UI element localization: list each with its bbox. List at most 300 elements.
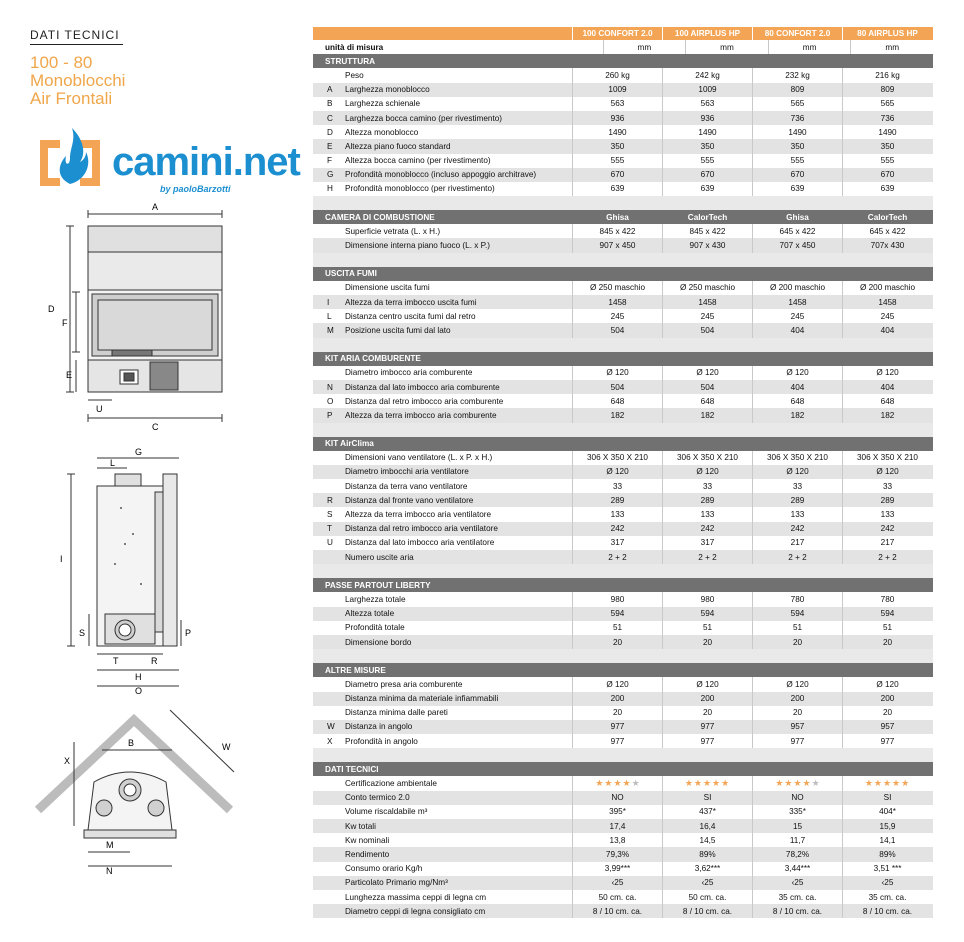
value-cell: 182 <box>662 408 752 422</box>
spacer-row <box>313 253 933 267</box>
value-cell: 648 <box>842 394 932 408</box>
dim-label: I <box>60 554 63 564</box>
row-label: Peso <box>345 70 364 80</box>
table-row <box>313 68 933 82</box>
value-cell: 594 <box>662 607 752 621</box>
table-row <box>313 819 933 833</box>
row-letter: W <box>327 722 335 732</box>
section-title: DATI TECNICI <box>30 28 120 42</box>
rating-stars <box>662 776 752 790</box>
value-cell: 335* <box>752 805 842 819</box>
value-cell: 35 cm. ca. <box>752 890 842 904</box>
value-cell: 8 / 10 cm. ca. <box>752 904 842 918</box>
value-cell: 977 <box>572 734 662 748</box>
value-cell: 1458 <box>572 295 662 309</box>
value-cell: ‹25 <box>662 876 752 890</box>
value-cell: 245 <box>572 309 662 323</box>
column-header: 100 AIRPLUS HP <box>662 27 752 40</box>
dim-label: D <box>48 304 55 314</box>
table-row <box>313 635 933 649</box>
value-cell: 20 <box>842 635 932 649</box>
dim-label: G <box>135 447 143 457</box>
value-cell: ‹25 <box>842 876 932 890</box>
logo-tagline: by paoloBarzotti <box>160 184 231 194</box>
value-cell: 20 <box>752 706 842 720</box>
value-cell: 1490 <box>752 125 842 139</box>
value-cell: 2 + 2 <box>752 550 842 564</box>
section-title: KIT AirClima <box>325 439 374 449</box>
value-cell: 3,99*** <box>572 862 662 876</box>
value-cell: 51 <box>752 621 842 635</box>
value-cell: 89% <box>662 847 752 861</box>
table-header-row <box>313 27 933 40</box>
value-cell: 217 <box>752 536 842 550</box>
table-row <box>313 451 933 465</box>
value-cell: 289 <box>752 493 842 507</box>
row-label: Distanza in angolo <box>345 722 413 732</box>
table-row <box>313 97 933 111</box>
row-label: Distanza centro uscita fumi dal retro <box>345 311 476 321</box>
value-cell: 504 <box>572 380 662 394</box>
value-cell: 1458 <box>842 295 932 309</box>
row-label: Altezza monoblocco <box>345 127 419 137</box>
value-cell: 8 / 10 cm. ca. <box>842 904 932 918</box>
value-cell: 50 cm. ca. <box>662 890 752 904</box>
table-row <box>313 805 933 819</box>
value-cell: 350 <box>662 139 752 153</box>
value-cell: 648 <box>662 394 752 408</box>
table-row <box>313 238 933 252</box>
row-letter: L <box>327 311 332 321</box>
table-row <box>313 493 933 507</box>
value-cell: 907 x 430 <box>662 238 752 252</box>
table-row <box>313 323 933 337</box>
value-cell: 504 <box>662 380 752 394</box>
value-cell: 35 cm. ca. <box>842 890 932 904</box>
star-icon: ★★★★ <box>775 778 812 789</box>
value-cell: 395* <box>572 805 662 819</box>
unit-cell: mm <box>603 40 686 54</box>
value-cell: 317 <box>572 536 662 550</box>
rating-stars <box>572 776 662 790</box>
star-empty-icon: ★ <box>811 778 820 789</box>
row-label: Distanza minima dalle pareti <box>345 708 448 718</box>
unit-cell: mm <box>685 40 768 54</box>
front-view-drawing <box>40 200 240 430</box>
unit-cell: mm <box>850 40 933 54</box>
value-cell: 977 <box>662 734 752 748</box>
value-cell: 1009 <box>662 83 752 97</box>
value-cell: 182 <box>842 408 932 422</box>
row-label: Profondità monoblocco (per rivestimento) <box>345 184 495 194</box>
value-cell: NO <box>572 791 662 805</box>
dim-label: R <box>151 656 158 666</box>
value-cell: 133 <box>572 507 662 521</box>
section-header-row <box>313 578 933 592</box>
table-row <box>313 776 933 790</box>
row-label: Kw nominali <box>345 835 390 845</box>
value-cell: 980 <box>662 592 752 606</box>
value-cell: 79,3% <box>572 847 662 861</box>
row-label: Dimensione uscita fumi <box>345 283 430 293</box>
value-cell: 78,2% <box>752 847 842 861</box>
row-letter: M <box>327 325 334 335</box>
value-cell: 8 / 10 cm. ca. <box>572 904 662 918</box>
section-header-row <box>313 663 933 677</box>
logo-wordmark: camini.net <box>112 140 300 184</box>
brand-logo <box>32 118 300 198</box>
row-letter: U <box>327 538 333 548</box>
value-cell: 33 <box>842 479 932 493</box>
value-cell: 200 <box>752 692 842 706</box>
value-cell: 17,4 <box>572 819 662 833</box>
value-cell: 3,62*** <box>662 862 752 876</box>
section-header-row <box>313 54 933 68</box>
value-cell: 555 <box>572 154 662 168</box>
value-cell: 907 x 450 <box>572 238 662 252</box>
table-row <box>313 536 933 550</box>
value-cell: 780 <box>842 592 932 606</box>
value-cell: 957 <box>842 720 932 734</box>
row-label: Larghezza totale <box>345 594 406 604</box>
value-cell: 20 <box>842 706 932 720</box>
value-cell: 809 <box>752 83 842 97</box>
dim-label: M <box>106 840 114 850</box>
dim-label: S <box>79 628 86 638</box>
value-cell: 15 <box>752 819 842 833</box>
section-title: DATI TECNICI <box>325 764 379 774</box>
value-cell: ‹25 <box>572 876 662 890</box>
row-label: Diametro imbocco aria comburente <box>345 368 473 378</box>
dim-label: C <box>152 422 159 430</box>
value-cell: 670 <box>752 168 842 182</box>
value-cell: 670 <box>842 168 932 182</box>
value-cell: 306 X 350 X 210 <box>752 451 842 465</box>
table-row <box>313 465 933 479</box>
value-cell: 648 <box>752 394 842 408</box>
rating-stars <box>752 776 842 790</box>
table-row <box>313 550 933 564</box>
value-cell: 3,44*** <box>752 862 842 876</box>
value-cell: 20 <box>572 706 662 720</box>
value-cell: 133 <box>662 507 752 521</box>
value-cell: 33 <box>662 479 752 493</box>
star-icon: ★★★★★ <box>864 778 911 789</box>
row-label: Altezza piano fuoco standard <box>345 141 451 151</box>
table-row <box>313 791 933 805</box>
row-label: Numero uscite aria <box>345 552 414 562</box>
value-cell: 232 kg <box>752 68 842 82</box>
value-cell: 736 <box>752 111 842 125</box>
value-cell: 936 <box>572 111 662 125</box>
row-label: Posizione uscita fumi dal lato <box>345 325 451 335</box>
row-label: Particolato Primario mg/Nm³ <box>345 878 448 888</box>
dim-label: O <box>135 686 143 694</box>
row-letter: G <box>327 170 334 180</box>
value-cell: 936 <box>662 111 752 125</box>
value-cell: 670 <box>572 168 662 182</box>
row-label: Distanza da terra vano ventilatore <box>345 481 468 491</box>
table-row <box>313 224 933 238</box>
value-cell: 242 <box>662 522 752 536</box>
row-label: Altezza da terra imbocco uscita fumi <box>345 297 477 307</box>
value-cell: Ø 120 <box>752 465 842 479</box>
row-letter: D <box>327 127 333 137</box>
spacer-row <box>313 748 933 762</box>
value-cell: 404 <box>842 380 932 394</box>
value-cell: 20 <box>572 635 662 649</box>
dim-label: P <box>185 628 192 638</box>
value-cell: 404 <box>752 323 842 337</box>
dim-label: F <box>62 318 68 328</box>
rating-stars <box>842 776 932 790</box>
value-cell: Ø 120 <box>662 366 752 380</box>
value-cell: 3,51 *** <box>842 862 932 876</box>
row-label: Altezza totale <box>345 609 395 619</box>
value-cell: 20 <box>662 706 752 720</box>
row-label: Kw totali <box>345 821 376 831</box>
value-cell: 977 <box>752 734 842 748</box>
value-cell: 565 <box>752 97 842 111</box>
spacer-row <box>313 423 933 437</box>
value-cell: 594 <box>752 607 842 621</box>
value-cell: 780 <box>752 592 842 606</box>
value-cell: 306 X 350 X 210 <box>842 451 932 465</box>
value-cell: 555 <box>662 154 752 168</box>
section-header-row <box>313 352 933 366</box>
section-title: ALTRE MISURE <box>325 665 386 675</box>
value-cell: Ø 120 <box>842 465 932 479</box>
table-row <box>313 366 933 380</box>
units-label: unità di misura <box>325 42 384 52</box>
value-cell: 645 x 422 <box>842 224 932 238</box>
value-cell: 707 x 450 <box>752 238 842 252</box>
value-cell: Ø 250 maschio <box>662 281 752 295</box>
value-cell: 736 <box>842 111 932 125</box>
row-label: Distanza dal fronte vano ventilatore <box>345 495 474 505</box>
table-row <box>313 847 933 861</box>
value-cell: 51 <box>842 621 932 635</box>
value-cell: 845 x 422 <box>662 224 752 238</box>
value-cell: 317 <box>662 536 752 550</box>
spacer-row <box>313 649 933 663</box>
table-row <box>313 408 933 422</box>
row-label: Consumo orario Kg/h <box>345 864 423 874</box>
row-label: Altezza da terra imbocco aria comburente <box>345 410 497 420</box>
row-label: Larghezza bocca camino (per rivestimento) <box>345 113 502 123</box>
dim-label: A <box>152 202 159 212</box>
value-cell: Ø 120 <box>572 366 662 380</box>
value-cell: 242 kg <box>662 68 752 82</box>
value-cell: 245 <box>752 309 842 323</box>
row-label: Conto termico 2.0 <box>345 793 410 803</box>
value-cell: 51 <box>662 621 752 635</box>
table-row <box>313 168 933 182</box>
row-label: Dimensione interna piano fuoco (L. x P.) <box>345 241 491 251</box>
row-label: Dimensione bordo <box>345 637 412 647</box>
row-label: Rendimento <box>345 849 390 859</box>
value-cell: 555 <box>752 154 842 168</box>
value-cell: 245 <box>662 309 752 323</box>
value-cell: 14,1 <box>842 833 932 847</box>
value-cell: 15,9 <box>842 819 932 833</box>
row-label: Diametro imbocchi aria ventilatore <box>345 467 469 477</box>
table-row <box>313 281 933 295</box>
dim-label: L <box>110 458 116 468</box>
row-letter: P <box>327 410 333 420</box>
model-line: Monoblocchi <box>30 71 126 90</box>
value-cell: 639 <box>752 182 842 196</box>
value-cell: 809 <box>842 83 932 97</box>
table-row <box>313 111 933 125</box>
table-row <box>313 125 933 139</box>
row-letter: N <box>327 382 333 392</box>
table-row <box>313 904 933 918</box>
value-cell: 1458 <box>752 295 842 309</box>
spacer-row <box>313 338 933 352</box>
value-cell: 133 <box>842 507 932 521</box>
row-label: Larghezza monoblocco <box>345 85 430 95</box>
section-title: PASSE PARTOUT LIBERTY <box>325 580 431 590</box>
table-row <box>313 876 933 890</box>
value-cell: Ø 120 <box>662 465 752 479</box>
table-row <box>313 862 933 876</box>
value-cell: 563 <box>662 97 752 111</box>
value-cell: 670 <box>662 168 752 182</box>
value-cell: Ø 120 <box>842 366 932 380</box>
table-sections <box>313 54 933 918</box>
value-cell: 2 + 2 <box>842 550 932 564</box>
section-title: USCITA FUMI <box>325 269 377 279</box>
value-cell: Ø 250 maschio <box>572 281 662 295</box>
row-label: Distanza dal lato imbocco aria ventilatore <box>345 538 495 548</box>
row-label: Diametro presa aria comburente <box>345 679 463 689</box>
star-icon: ★★★★★ <box>684 778 731 789</box>
row-letter: B <box>327 99 333 109</box>
row-letter: H <box>327 184 333 194</box>
value-cell: 555 <box>842 154 932 168</box>
left-column <box>0 0 300 942</box>
model-title <box>30 54 125 108</box>
row-label: Diametro ceppi di legna consigliato cm <box>345 906 486 916</box>
row-letter: T <box>327 524 333 534</box>
value-cell: 404* <box>842 805 932 819</box>
value-cell: SI <box>662 791 752 805</box>
table-row <box>313 720 933 734</box>
value-cell: 133 <box>752 507 842 521</box>
value-cell: 594 <box>842 607 932 621</box>
value-cell: 563 <box>572 97 662 111</box>
value-cell: 350 <box>752 139 842 153</box>
value-cell: Ø 120 <box>842 677 932 691</box>
row-letter: C <box>327 113 333 123</box>
row-label: Distanza dal lato imbocco aria comburente <box>345 382 500 392</box>
value-cell: 89% <box>842 847 932 861</box>
value-cell: 33 <box>752 479 842 493</box>
side-view-drawing <box>55 444 215 694</box>
row-label: Profondità monoblocco (incluso appoggio architrave) <box>345 170 537 180</box>
row-letter: A <box>327 85 333 95</box>
value-cell: 51 <box>572 621 662 635</box>
dim-label: N <box>106 866 113 876</box>
value-cell: Ø 120 <box>572 465 662 479</box>
value-cell: 504 <box>572 323 662 337</box>
top-view-drawing <box>30 706 250 876</box>
value-cell: Ø 120 <box>572 677 662 691</box>
value-cell: 404 <box>842 323 932 337</box>
value-cell: 20 <box>752 635 842 649</box>
row-label: Superficie vetrata (L. x H.) <box>345 226 441 236</box>
value-cell: 182 <box>752 408 842 422</box>
value-cell: 980 <box>572 592 662 606</box>
value-cell: 2 + 2 <box>662 550 752 564</box>
row-label: Larghezza schienale <box>345 99 421 109</box>
value-cell: 1490 <box>572 125 662 139</box>
table-row <box>313 139 933 153</box>
row-label: Certificazione ambientale <box>345 779 437 789</box>
row-label: Dimensioni vano ventilatore (L. x P. x H.) <box>345 453 493 463</box>
value-cell: 200 <box>662 692 752 706</box>
value-cell: 13,8 <box>572 833 662 847</box>
row-label: Volume riscaldabile m³ <box>345 807 428 817</box>
value-cell: 242 <box>752 522 842 536</box>
value-cell: 289 <box>572 493 662 507</box>
value-cell: 639 <box>662 182 752 196</box>
table-row <box>313 154 933 168</box>
column-header: 80 CONFORT 2.0 <box>752 27 842 40</box>
row-letter: O <box>327 396 334 406</box>
title-underline <box>30 44 123 45</box>
dim-label: U <box>96 404 103 414</box>
dim-label: X <box>64 756 71 766</box>
section-title: CAMERA DI COMBUSTIONE <box>325 212 435 222</box>
value-cell: 217 <box>842 536 932 550</box>
table-row <box>313 309 933 323</box>
row-label: Distanza minima da materiale infiammabili <box>345 694 499 704</box>
value-cell: 977 <box>572 720 662 734</box>
value-cell: 306 X 350 X 210 <box>662 451 752 465</box>
table-row <box>313 677 933 691</box>
value-cell: 565 <box>842 97 932 111</box>
value-cell: 437* <box>662 805 752 819</box>
value-cell: NO <box>752 791 842 805</box>
section-header-row <box>313 210 933 224</box>
star-icon: ★★★★ <box>595 778 632 789</box>
spacer-row <box>313 196 933 210</box>
dim-label: H <box>135 672 142 682</box>
dim-label: W <box>222 742 231 752</box>
material-cell: CalorTech <box>842 210 932 224</box>
table-row <box>313 592 933 606</box>
value-cell: 1458 <box>662 295 752 309</box>
value-cell: 289 <box>842 493 932 507</box>
row-label: Profondità totale <box>345 623 405 633</box>
value-cell: 594 <box>572 607 662 621</box>
table-row <box>313 833 933 847</box>
value-cell: 977 <box>662 720 752 734</box>
value-cell: 260 kg <box>572 68 662 82</box>
table-row <box>313 734 933 748</box>
table-row <box>313 706 933 720</box>
table-row <box>313 507 933 521</box>
flame-logo-icon <box>32 118 112 198</box>
column-header: 100 CONFORT 2.0 <box>572 27 662 40</box>
value-cell: 1490 <box>842 125 932 139</box>
value-cell: SI <box>842 791 932 805</box>
dim-label: T <box>113 656 119 666</box>
value-cell: 245 <box>842 309 932 323</box>
table-row <box>313 522 933 536</box>
